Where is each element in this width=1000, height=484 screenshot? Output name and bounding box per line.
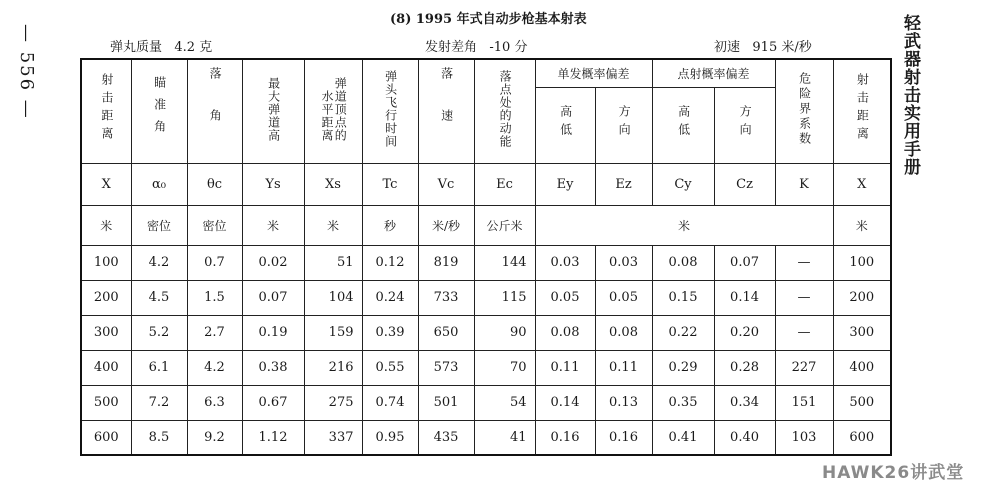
table-cell: 501 <box>418 385 474 420</box>
table-cell: 5.2 <box>131 315 187 350</box>
jump-angle: 发射差角 -10 分 <box>425 40 528 55</box>
header-range-right: 射击距离 <box>833 59 891 163</box>
table-cell: 0.03 <box>535 245 595 280</box>
table-cell: 103 <box>775 420 833 455</box>
table-cell: 0.03 <box>595 245 652 280</box>
header-single-horizontal: 方向 <box>595 87 652 163</box>
unit-cell: 米 <box>242 205 304 245</box>
table-cell: 275 <box>304 385 362 420</box>
data-rows <box>81 245 891 455</box>
table-cell: 0.67 <box>242 385 304 420</box>
table-cell: 54 <box>474 385 535 420</box>
page-number: — 556 — <box>16 24 37 120</box>
table-cell: 0.02 <box>242 245 304 280</box>
table-cell: 0.08 <box>595 315 652 350</box>
table-cell: 0.08 <box>535 315 595 350</box>
header-danger-coefficient: 危险界系数 <box>775 59 833 163</box>
table-cell: 573 <box>418 350 474 385</box>
table-cell: — <box>775 245 833 280</box>
header-burst-vertical: 高低 <box>652 87 714 163</box>
table-cell: 0.55 <box>362 350 418 385</box>
unit-cell: 米 <box>81 205 131 245</box>
table-cell: 0.15 <box>652 280 714 315</box>
table-row <box>81 315 891 350</box>
header-burst-deviation: 点射概率偏差 <box>652 59 775 87</box>
table-cell: 300 <box>833 315 891 350</box>
header-single-deviation: 单发概率偏差 <box>535 59 652 87</box>
symbol-cell: X <box>833 163 891 205</box>
symbol-cell: Xs <box>304 163 362 205</box>
symbol-cell: K <box>775 163 833 205</box>
unit-cell: 秒 <box>362 205 418 245</box>
table-cell: 115 <box>474 280 535 315</box>
symbol-cell: Ec <box>474 163 535 205</box>
table-row <box>81 280 891 315</box>
table-cell: 0.40 <box>714 420 775 455</box>
table-cell: 200 <box>81 280 131 315</box>
unit-cell: 密位 <box>131 205 187 245</box>
table-cell: 0.28 <box>714 350 775 385</box>
header-aim-angle: 瞄准角 <box>131 59 187 163</box>
table-cell: 0.34 <box>714 385 775 420</box>
table-cell: 0.11 <box>595 350 652 385</box>
header-row-1 <box>81 59 891 87</box>
table-cell: 1.12 <box>242 420 304 455</box>
table-row <box>81 245 891 280</box>
symbol-cell: Cz <box>714 163 775 205</box>
table-cell: 0.20 <box>714 315 775 350</box>
table-cell: 0.08 <box>652 245 714 280</box>
table-cell: 0.16 <box>535 420 595 455</box>
table-cell: 8.5 <box>131 420 187 455</box>
table-cell: 435 <box>418 420 474 455</box>
symbol-cell: X <box>81 163 131 205</box>
table-cell: 0.95 <box>362 420 418 455</box>
table-cell: 51 <box>304 245 362 280</box>
table-cell: 0.41 <box>652 420 714 455</box>
table-cell: 300 <box>81 315 131 350</box>
symbol-cell: Vc <box>418 163 474 205</box>
table-cell: 0.07 <box>714 245 775 280</box>
table-cell: 100 <box>833 245 891 280</box>
muzzle-velocity: 初速 915 米/秒 <box>714 40 812 55</box>
unit-cell: 密位 <box>187 205 242 245</box>
header-single-vertical: 高低 <box>535 87 595 163</box>
symbol-row <box>81 163 891 205</box>
header-flight-time: 弹头飞行时间 <box>362 59 418 163</box>
table-cell: 70 <box>474 350 535 385</box>
table-cell: 0.07 <box>242 280 304 315</box>
unit-cell: 公斤米 <box>474 205 535 245</box>
unit-cell: 米 <box>833 205 891 245</box>
symbol-cell: Cy <box>652 163 714 205</box>
table-row <box>81 420 891 455</box>
table-cell: 90 <box>474 315 535 350</box>
table-cell: 400 <box>81 350 131 385</box>
table-cell: 104 <box>304 280 362 315</box>
table-cell: 0.24 <box>362 280 418 315</box>
table-cell: 733 <box>418 280 474 315</box>
table-cell: 6.3 <box>187 385 242 420</box>
unit-cell-merged: 米 <box>535 205 833 245</box>
header-apex-distance: 水平距离弹道顶点的 <box>304 59 362 163</box>
table-cell: — <box>775 315 833 350</box>
header-fall-speed: 落速 <box>418 59 474 163</box>
projectile-mass: 弹丸质量 4.2 克 <box>110 40 213 55</box>
table-cell: 227 <box>775 350 833 385</box>
table-cell: 0.38 <box>242 350 304 385</box>
table-cell: 4.2 <box>187 350 242 385</box>
table-cell: 151 <box>775 385 833 420</box>
symbol-cell: Ys <box>242 163 304 205</box>
header-range: 射击距离 <box>81 59 131 163</box>
firing-table <box>80 58 892 456</box>
table-cell: 100 <box>81 245 131 280</box>
symbol-cell: Ey <box>535 163 595 205</box>
unit-cell: 米/秒 <box>418 205 474 245</box>
table-cell: 0.13 <box>595 385 652 420</box>
table-cell: 144 <box>474 245 535 280</box>
table-cell: 400 <box>833 350 891 385</box>
header-max-height: 最大弹道高 <box>242 59 304 163</box>
table-cell: 650 <box>418 315 474 350</box>
table-cell: 1.5 <box>187 280 242 315</box>
table-cell: 0.12 <box>362 245 418 280</box>
watermark: HAWK26讲武堂 <box>822 463 965 483</box>
table-cell: 200 <box>833 280 891 315</box>
table-cell: 819 <box>418 245 474 280</box>
table-row <box>81 385 891 420</box>
table-cell: 0.22 <box>652 315 714 350</box>
table-cell: 0.14 <box>535 385 595 420</box>
table-cell: 0.74 <box>362 385 418 420</box>
table-cell: 7.2 <box>131 385 187 420</box>
table-cell: 0.11 <box>535 350 595 385</box>
table-cell: 0.14 <box>714 280 775 315</box>
table-cell: 0.05 <box>595 280 652 315</box>
symbol-cell: α₀ <box>131 163 187 205</box>
table-cell: 216 <box>304 350 362 385</box>
header-fall-angle: 落角 <box>187 59 242 163</box>
table-cell: 41 <box>474 420 535 455</box>
table-title: (8) 1995 年式自动步枪基本射表 <box>390 12 587 27</box>
table-cell: 9.2 <box>187 420 242 455</box>
table-cell: 159 <box>304 315 362 350</box>
table-cell: 337 <box>304 420 362 455</box>
symbol-cell: Ez <box>595 163 652 205</box>
table-cell: 4.5 <box>131 280 187 315</box>
book-title: 轻武器射击实用手册 <box>900 14 920 176</box>
symbol-cell: θc <box>187 163 242 205</box>
table-cell: 0.7 <box>187 245 242 280</box>
table-cell: 0.35 <box>652 385 714 420</box>
table-cell: 0.39 <box>362 315 418 350</box>
table-cell: — <box>775 280 833 315</box>
table-cell: 0.05 <box>535 280 595 315</box>
table-cell: 4.2 <box>131 245 187 280</box>
table-row <box>81 350 891 385</box>
table-cell: 600 <box>833 420 891 455</box>
symbol-cell: Tc <box>362 163 418 205</box>
table-cell: 2.7 <box>187 315 242 350</box>
table-cell: 0.16 <box>595 420 652 455</box>
table-cell: 0.29 <box>652 350 714 385</box>
table-cell: 600 <box>81 420 131 455</box>
table-cell: 6.1 <box>131 350 187 385</box>
unit-cell: 米 <box>304 205 362 245</box>
table-cell: 500 <box>833 385 891 420</box>
header-energy: 落点处的动能 <box>474 59 535 163</box>
header-burst-horizontal: 方向 <box>714 87 775 163</box>
table-cell: 0.19 <box>242 315 304 350</box>
table-cell: 500 <box>81 385 131 420</box>
unit-row <box>81 205 891 245</box>
